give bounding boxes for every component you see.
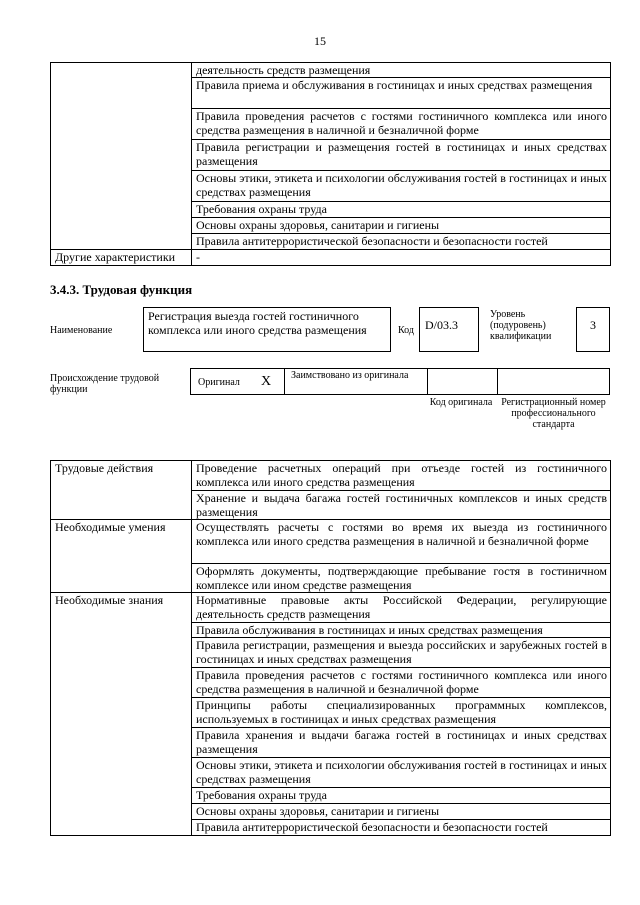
knowledge-item: Правила антитеррористической безопасности и безопасности гостей [192, 234, 611, 250]
group-item: Нормативные правовые акты Российской Федерации, регулирующие деятельность средств размещения [192, 593, 611, 623]
group-item: Основы охраны здоровья, санитарии и гигиены [192, 804, 611, 820]
borrowed-label: Заимствовано из оригинала [291, 370, 409, 381]
knowledge-item: Правила приема и обслуживания в гостиницах и иных средствах размещения [192, 78, 611, 109]
level-value: 3 [590, 318, 596, 332]
origin-box [190, 368, 610, 395]
page-number: 15 [314, 34, 326, 48]
other-characteristics-label: Другие характеристики [51, 250, 192, 266]
group-label: Трудовые действия [51, 461, 192, 520]
knowledge-item: Основы охраны здоровья, санитарии и гигиены [192, 218, 611, 234]
table-row [51, 520, 611, 564]
reg-number-label: Регистрационный номер профессионального стандарта [501, 397, 606, 430]
table-row [51, 63, 611, 78]
group-item: Основы этики, этикета и психологии обслуживания гостей в гостиницах и иных средствах размещения [192, 758, 611, 788]
group-label: Необходимые умения [51, 520, 192, 593]
original-mark: X [261, 374, 272, 389]
knowledge-item: Правила регистрации и размещения гостей в гостиницах и иных средствах размещения [192, 140, 611, 171]
empty-label-cell [51, 63, 192, 250]
code-value-box [419, 307, 479, 352]
group-item: Правила регистрации, размещения и выезда российских и зарубежных гостей в гостиницах и иных средствах размещения [192, 638, 611, 668]
code-original-label: Код оригинала [429, 397, 493, 408]
group-label: Необходимые знания [51, 593, 192, 836]
group-item: Принципы работы специализированных программных комплексов, используемых в гостиницах и иных средствах размещения [192, 698, 611, 728]
divider [427, 369, 428, 394]
table-row [51, 593, 611, 623]
original-label: Оригинал [198, 377, 240, 388]
group-item: Оформлять документы, подтверждающие пребывание гостя в гостиничном комплексе или ином средстве размещения [192, 564, 611, 593]
work-function-table [50, 460, 611, 836]
name-value: Регистрация выезда гостей гостиничного комплекса или иного средства размещения [148, 309, 367, 337]
code-label: Код [398, 325, 414, 336]
knowledge-item: Правила проведения расчетов с гостями гостиничного комплекса или иного средства размещения в наличной и безналичной форме [192, 109, 611, 140]
knowledge-item: деятельность средств размещения [192, 63, 611, 78]
other-characteristics-value: - [192, 250, 611, 266]
group-item: Правила антитеррористической безопасности и безопасности гостей [192, 820, 611, 836]
group-item: Хранение и выдача багажа гостей гостиничных комплексов и иных средств размещения [192, 491, 611, 520]
table-row [51, 461, 611, 491]
section-title: 3.4.3. Трудовая функция [50, 282, 193, 297]
group-item: Осуществлять расчеты с гостями во время их выезда из гостиничного комплекса или иного средства размещения в наличной и безналичной форме [192, 520, 611, 564]
table-row [51, 250, 611, 266]
knowledge-item: Основы этики, этикета и психологии обслуживания гостей в гостиницах и иных средствах размещения [192, 171, 611, 202]
divider [497, 369, 498, 394]
level-label: Уровень (подуровень) квалификации [490, 309, 552, 342]
divider [284, 369, 285, 394]
group-item: Требования охраны труда [192, 788, 611, 804]
group-item: Проведение расчетных операций при отъезде гостей из гостиничного комплекса или иного средства размещения [192, 461, 611, 491]
group-item: Правила обслуживания в гостиницах и иных средствах размещения [192, 623, 611, 638]
code-value: D/03.3 [425, 318, 458, 332]
group-item: Правила хранения и выдачи багажа гостей в гостиницах и иных средствах размещения [192, 728, 611, 758]
origin-label: Происхождение трудовой функции [50, 373, 160, 395]
top-knowledge-table [50, 62, 611, 266]
knowledge-item: Требования охраны труда [192, 202, 611, 218]
level-value-box [576, 307, 610, 352]
name-label: Наименование [50, 325, 113, 336]
group-item: Правила проведения расчетов с гостями гостиничного комплекса или иного средства размещения в наличной и безналичной форме [192, 668, 611, 698]
name-value-box [143, 307, 391, 352]
